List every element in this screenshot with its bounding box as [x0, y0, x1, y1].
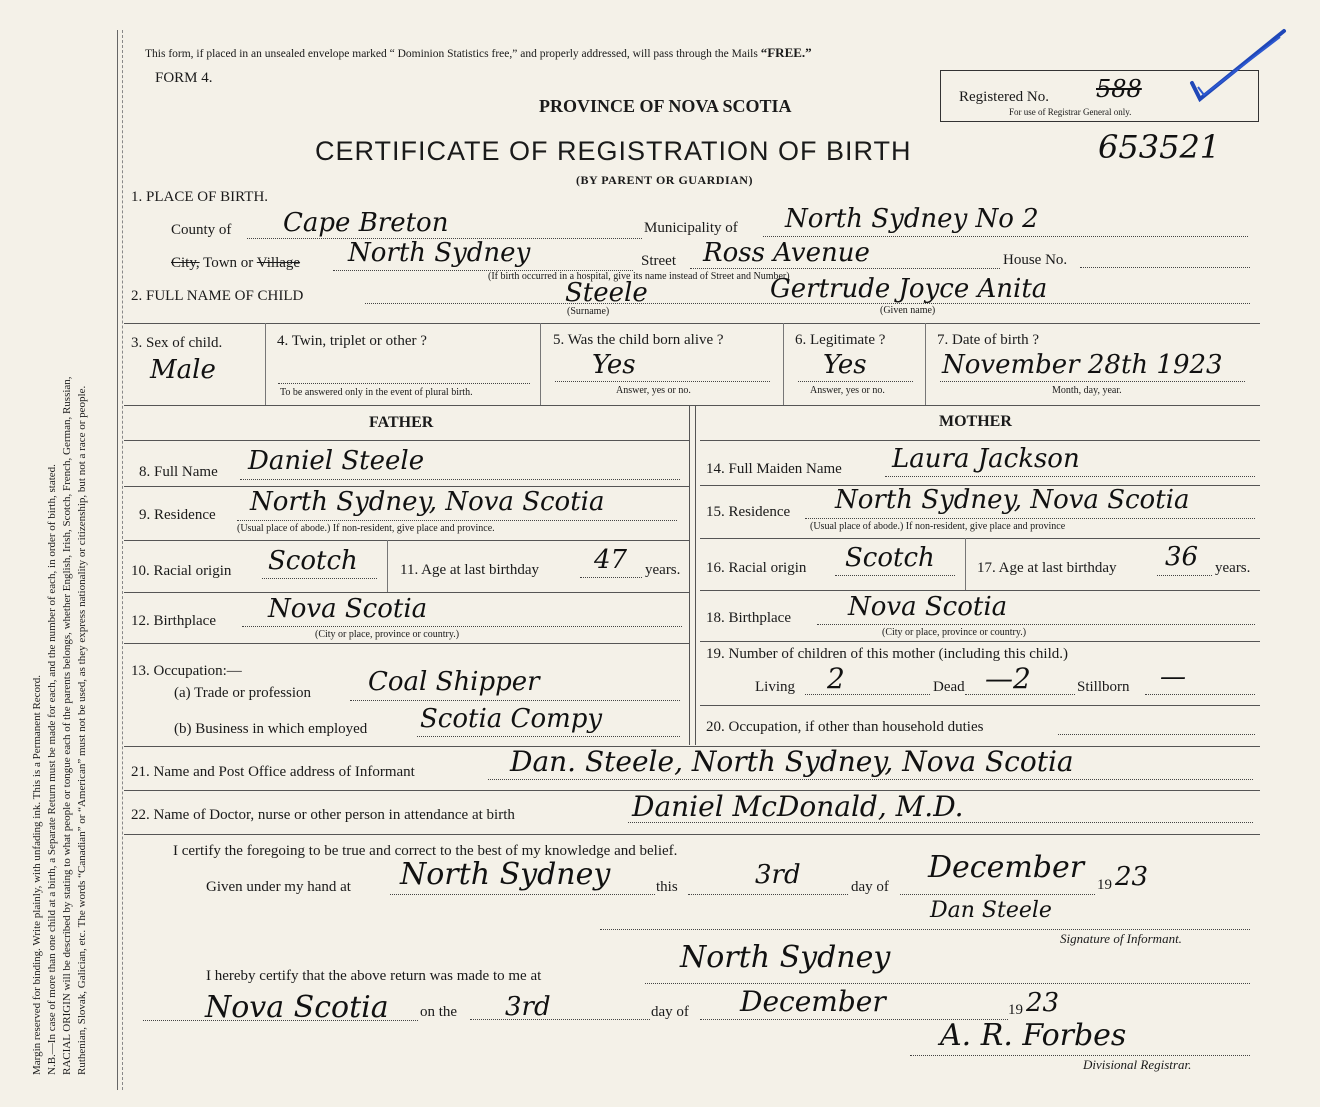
hospital-note: (If birth occurred in a hospital, give its name instead of Street and Number): [488, 271, 790, 282]
mail-notice: This form, if placed in an unsealed envelope marked “ Dominion Statistics free,” and properly addressed, will pass through the Mails “FREE.”: [145, 45, 812, 60]
father-birthplace-value: Nova Scotia: [268, 594, 428, 624]
doctor-value: Daniel McDonald, M.D.: [632, 790, 964, 823]
registrar-signature: A. R. Forbes: [940, 1018, 1127, 1053]
given-year-prefix: 19: [1097, 877, 1112, 893]
registrar-place-2: Nova Scotia: [205, 990, 389, 1025]
dead-label: Dead: [933, 679, 965, 695]
registrar-day: 3rd: [505, 992, 551, 1022]
mother-years-label: years.: [1215, 560, 1251, 576]
father-business-label: (b) Business in which employed: [174, 721, 368, 737]
twin-label: 4. Twin, triplet or other ?: [277, 333, 427, 349]
mother-residence-value: North Sydney, Nova Scotia: [835, 485, 1190, 515]
father-residence-label: 9. Residence: [139, 507, 216, 523]
dead-value: —2: [985, 662, 1031, 695]
town-value: North Sydney: [348, 238, 531, 268]
given-month: December: [928, 850, 1085, 885]
mother-children-label: 19. Number of children of this mother (including this child.): [706, 646, 1069, 662]
mother-racial-value: Scotch: [845, 543, 935, 573]
check-mark-icon: [1180, 25, 1290, 105]
given-year: 23: [1115, 862, 1149, 892]
alive-label: 5. Was the child born alive ?: [553, 332, 724, 348]
informant-value: Dan. Steele, North Sydney, Nova Scotia: [510, 745, 1074, 778]
registered-value: 588: [1096, 75, 1142, 103]
margin-instructions: [30, 15, 120, 1075]
registrar-place-1: North Sydney: [680, 940, 891, 975]
child-name-label: 2. FULL NAME OF CHILD: [131, 288, 304, 304]
mother-age-value: 36: [1165, 542, 1199, 572]
registrar-year: 23: [1026, 988, 1060, 1018]
father-business-value: Scotia Compy: [420, 704, 603, 734]
child-given-name: Gertrude Joyce Anita: [770, 274, 1048, 304]
street-line: [690, 268, 1000, 269]
municipality-value: North Sydney No 2: [785, 204, 1039, 234]
county-value: Cape Breton: [283, 208, 449, 238]
father-name-label: 8. Full Name: [139, 464, 218, 480]
registrar-on-the-label: on the: [420, 1004, 458, 1020]
rule: [124, 323, 1260, 324]
municipality-line: [763, 236, 1248, 237]
binding-rule-dashed: [122, 30, 123, 1090]
registrar-month: December: [740, 985, 886, 1018]
informant-signature: Dan Steele: [930, 898, 1052, 923]
certificate-number: 653521: [1098, 128, 1221, 166]
certify-statement: I certify the foregoing to be true and correct to the best of my knowledge and belief.: [173, 843, 678, 859]
county-label: County of: [171, 222, 232, 238]
registered-note: For use of Registrar General only.: [1009, 107, 1132, 117]
binding-rule: [117, 30, 118, 1090]
father-residence-note: (Usual place of abode.) If non-resident, give place and province.: [237, 523, 495, 534]
father-heading: FATHER: [369, 414, 434, 431]
mother-residence-note: (Usual place of abode.) If non-resident, give place and province: [810, 521, 1066, 532]
margin-line-2: N.B.—In case of more than one child at a birth, a Separate Return must be made for each, and the number of each, in order of birth, stated.: [46, 464, 58, 1075]
stillborn-value: —: [1160, 662, 1186, 692]
father-racial-label: 10. Racial origin: [131, 563, 232, 579]
sex-label: 3. Sex of child.: [131, 335, 223, 351]
alive-note: Answer, yes or no.: [616, 385, 691, 396]
given-dayof-label: day of: [851, 879, 889, 895]
informant-label: 21. Name and Post Office address of Informant: [131, 764, 415, 780]
surname-note: (Surname): [567, 306, 610, 317]
margin-line-4: Ruthenian, Slovak, Galician, etc. The words “Canadian” or “American” must not be used, as they express nationality or citizenship, but not a race or people.: [76, 385, 88, 1075]
mother-birthplace-value: Nova Scotia: [848, 592, 1008, 622]
given-day: 3rd: [755, 860, 801, 890]
living-value: 2: [827, 662, 845, 695]
mother-occupation-label: 20. Occupation, if other than household duties: [706, 719, 984, 735]
mother-heading: MOTHER: [939, 413, 1012, 430]
given-label: Given under my hand at: [206, 879, 351, 895]
father-name-value: Daniel Steele: [248, 446, 425, 476]
street-value: Ross Avenue: [703, 238, 870, 268]
living-label: Living: [755, 679, 795, 695]
given-place: North Sydney: [400, 857, 611, 892]
father-occupation-label: 13. Occupation:—: [131, 663, 242, 679]
this-label: this: [656, 879, 678, 895]
father-residence-value: North Sydney, Nova Scotia: [250, 487, 605, 517]
registrar-statement: I hereby certify that the above return was made to me at: [206, 968, 542, 984]
registrar-dayof-label: day of: [651, 1004, 689, 1020]
margin-line-1: Margin reserved for binding. Write plainly, with unfading ink. This is a Permanent Record.: [31, 675, 43, 1075]
mother-birthplace-note: (City or place, province or country.): [882, 627, 1027, 638]
form-number: FORM 4.: [155, 70, 213, 86]
house-label: House No.: [1003, 252, 1068, 268]
rule: [124, 405, 1260, 406]
registrar-year-prefix: 19: [1008, 1002, 1023, 1018]
mother-birthplace-label: 18. Birthplace: [706, 610, 791, 626]
father-age-label: 11. Age at last birthday: [400, 562, 539, 578]
municipality-label: Municipality of: [644, 220, 738, 236]
sex-value: Male: [150, 355, 216, 385]
legitimate-value: Yes: [823, 350, 867, 380]
doctor-label: 22. Name of Doctor, nurse or other person in attendance at birth: [131, 807, 515, 823]
twin-note: To be answered only in the event of plural birth.: [280, 387, 473, 398]
child-surname: Steele: [565, 278, 648, 308]
dob-note: Month, day, year.: [1052, 385, 1122, 396]
legitimate-label: 6. Legitimate ?: [795, 332, 886, 348]
father-trade-value: Coal Shipper: [368, 667, 540, 697]
father-birthplace-note: (City or place, province or country.): [315, 629, 460, 640]
father-years-label: years.: [645, 562, 681, 578]
page-title: CERTIFICATE OF REGISTRATION OF BIRTH: [315, 136, 912, 166]
town-label: City, Town or Village: [171, 255, 301, 271]
margin-line-3: RACIAL ORIGIN will be described by stating to what people or tongue each of the parents belongs, whether English, Irish, Scotch, French, German, Russian,: [61, 376, 73, 1075]
mother-racial-label: 16. Racial origin: [706, 560, 807, 576]
place-of-birth-heading: 1. PLACE OF BIRTH.: [131, 189, 269, 205]
father-age-value: 47: [594, 545, 628, 575]
mother-name-value: Laura Jackson: [892, 444, 1080, 474]
registrar-signature-label: Divisional Registrar.: [1083, 1057, 1192, 1072]
mother-age-label: 17. Age at last birthday: [977, 560, 1117, 576]
dob-label: 7. Date of birth ?: [937, 332, 1040, 348]
dob-value: November 28th 1923: [942, 350, 1223, 380]
page-subtitle: (BY PARENT OR GUARDIAN): [576, 173, 753, 187]
given-name-note: (Given name): [880, 305, 936, 316]
street-label: Street: [641, 253, 676, 269]
legitimate-note: Answer, yes or no.: [810, 385, 885, 396]
province-heading: PROVINCE OF NOVA SCOTIA: [539, 96, 792, 116]
father-birthplace-label: 12. Birthplace: [131, 613, 216, 629]
alive-value: Yes: [592, 350, 636, 380]
house-line: [1080, 267, 1250, 268]
father-racial-value: Scotch: [268, 546, 358, 576]
father-trade-label: (a) Trade or profession: [174, 685, 312, 701]
registered-label: Registered No.: [959, 89, 1049, 105]
stillborn-label: Stillborn: [1077, 679, 1130, 695]
mother-name-label: 14. Full Maiden Name: [706, 461, 842, 477]
mother-residence-label: 15. Residence: [706, 504, 791, 520]
informant-signature-label: Signature of Informant.: [1060, 931, 1182, 946]
